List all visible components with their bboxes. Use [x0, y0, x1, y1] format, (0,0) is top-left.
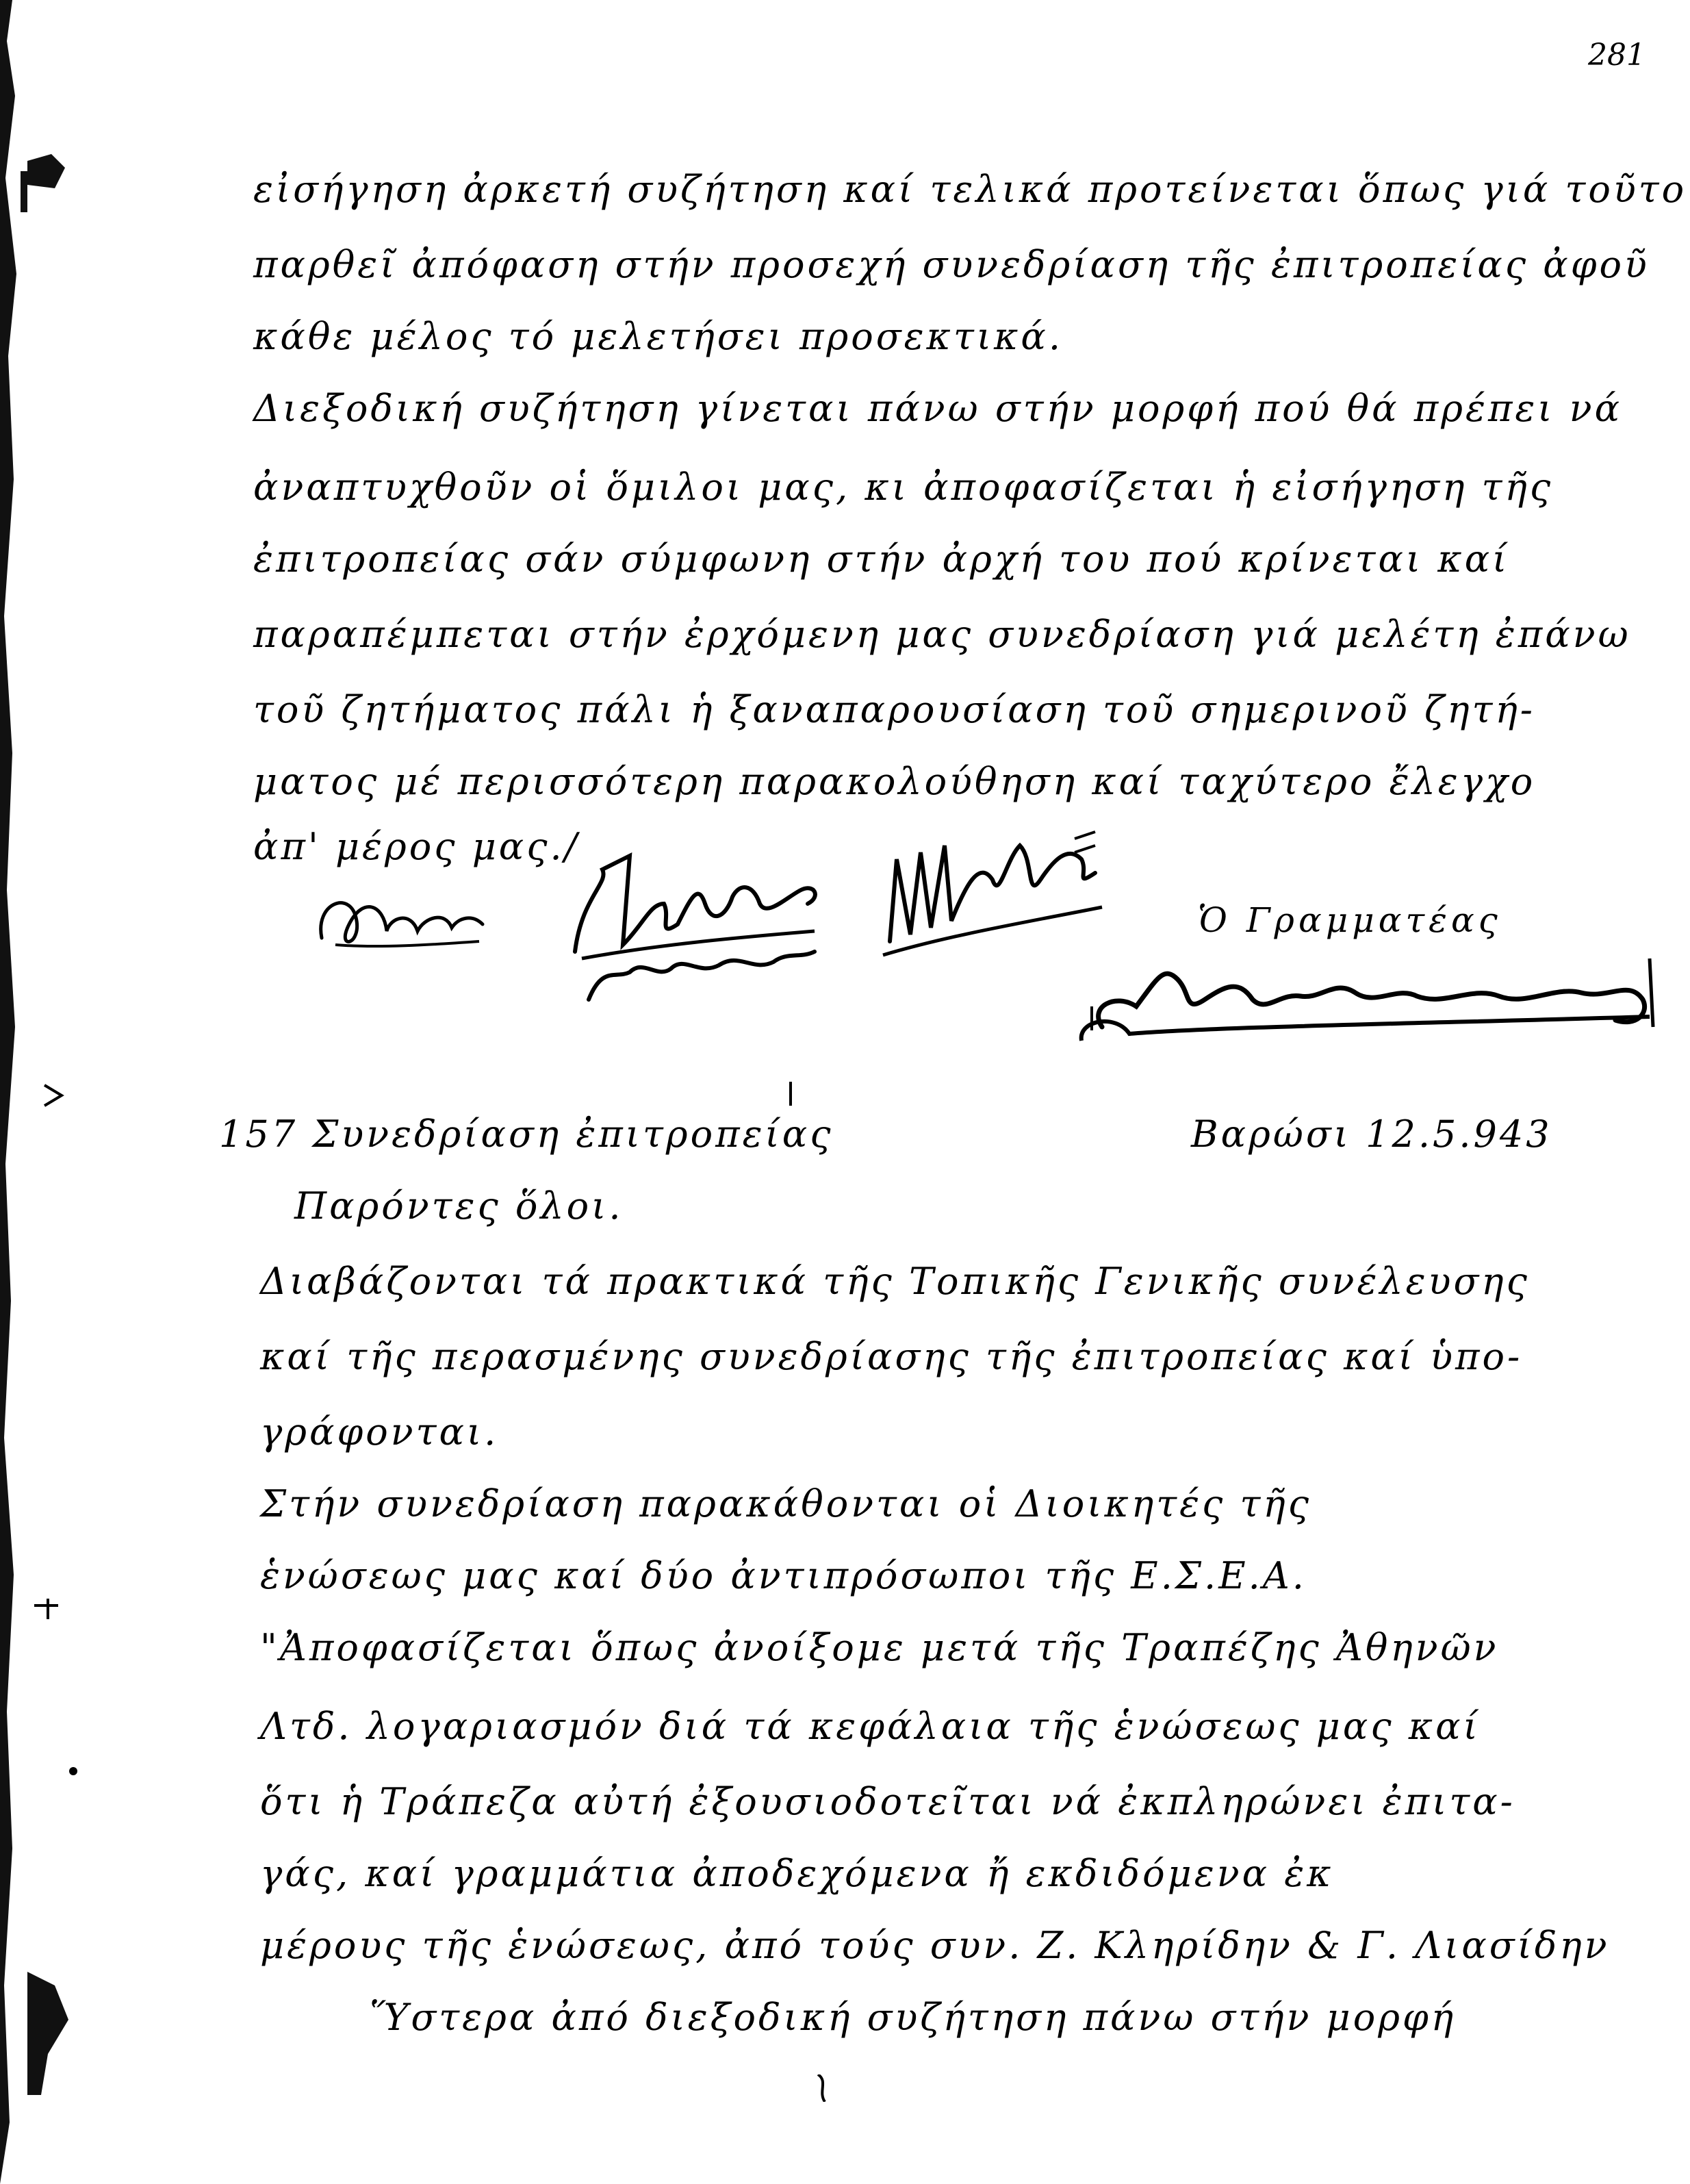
stray-mark: [815, 2074, 828, 2102]
text-line: ἑνώσεως μας καί δύο ἀντιπρόσωποι τῆς Ε.Σ.Ε.Α.: [260, 1554, 1307, 1597]
session-date: Βαρώσι 12.5.943: [1191, 1113, 1552, 1156]
text-line: Διαβάζονται τά πρακτικά τῆς Τοπικῆς Γενικῆς συνέλευσης: [260, 1260, 1530, 1303]
stray-mark: [1088, 1006, 1095, 1034]
scan-blot: [27, 147, 68, 195]
text-line: ἐπιτροπείας σάν σύμφωνη στήν ἀρχή του πού κρίνεται καί: [253, 537, 1510, 581]
text-line: μέρους τῆς ἑνώσεως, ἀπό τούς συν. Ζ. Κληρίδην & Γ. Λιασίδην: [260, 1924, 1610, 1967]
text-line: Παρόντες ὅλοι.: [294, 1184, 624, 1228]
session-heading: 157 Συνεδρίαση ἐπιτροπείας: [219, 1113, 834, 1156]
text-line: ὅτι ἡ Τράπεζα αὐτή ἐξουσιοδοτεῖται νά ἐκπληρώνει ἐπιτα-: [260, 1780, 1515, 1823]
text-line: ματος μέ περισσότερη παρακολούθηση καί ταχύτερο ἔλεγχο: [253, 760, 1536, 803]
scan-blot: [27, 1972, 75, 2095]
text-line: τοῦ ζητήματος πάλι ἡ ξαναπαρουσίαση τοῦ σημερινοῦ ζητή-: [253, 688, 1536, 731]
text-line: εἰσήγηση ἀρκετή συζήτηση καί τελικά προτείνεται ὅπως γιά τοῦτο: [253, 168, 1687, 211]
text-line: Στήν συνεδρίαση παρακάθονται οἱ Διοικητές τῆς: [260, 1482, 1311, 1525]
text-line: ἀπ' μέρος μας./: [253, 825, 580, 868]
text-line: παραπέμπεται στήν ἐρχόμενη μας συνεδρίαση γιά μελέτη ἐπάνω: [253, 613, 1631, 656]
dot-mark: [68, 1766, 78, 1776]
text-line: ἀναπτυχθοῦν οἱ ὅμιλοι μας, κι ἀποφασίζεται ἡ εἰσήγηση τῆς: [253, 466, 1554, 509]
text-line: Διεξοδική συζήτηση γίνεται πάνω στήν μορφή πού θά πρέπει νά: [253, 387, 1623, 430]
stray-mark: [787, 1082, 794, 1109]
text-line: παρθεῖ ἀπόφαση στήν προσεχή συνεδρίαση τῆς ἐπιτροπείας ἀφοῦ: [253, 243, 1650, 286]
text-line: γάς, καί γραμμάτια ἀποδεχόμενα ἤ εκδιδόμενα ἐκ: [260, 1852, 1334, 1895]
tick-mark: [34, 1595, 62, 1623]
signature-1: [308, 876, 493, 965]
signature-2: [554, 842, 842, 1006]
text-line: Ὕστερα ἀπό διεξοδική συζήτηση πάνω στήν μορφή: [370, 1996, 1457, 2039]
tick-mark: [41, 1082, 68, 1109]
page-number: 281: [1588, 38, 1646, 73]
secretary-label: Ὁ Γραμματέας: [1198, 900, 1502, 940]
text-line: Λτδ. λογαριασμόν διά τά κεφάλαια τῆς ἑνώσεως μας καί: [260, 1705, 1481, 1748]
text-line: κάθε μέλος τό μελετήσει προσεκτικά.: [253, 315, 1064, 358]
scan-edge-shadow: [0, 0, 27, 2184]
text-line: καί τῆς περασμένης συνεδρίασης τῆς ἐπιτροπείας καί ὑπο-: [260, 1335, 1523, 1378]
signature-secretary: [1075, 938, 1677, 1061]
text-line: γράφονται.: [260, 1410, 499, 1453]
text-line: "Ἀποφασίζεται ὅπως ἀνοίξομε μετά τῆς Τραπέζης Ἀθηνῶν: [260, 1626, 1499, 1669]
